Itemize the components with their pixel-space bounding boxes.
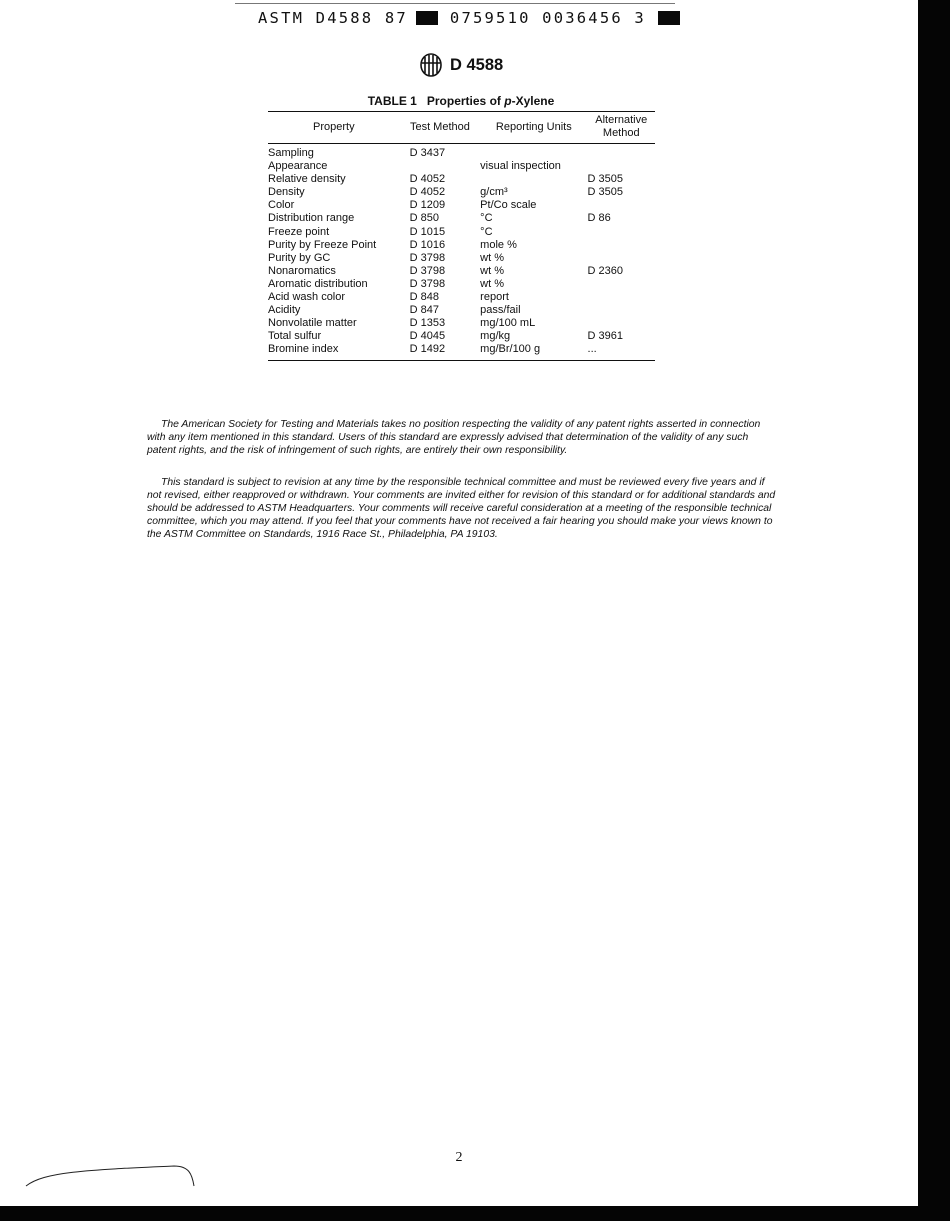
cell-property: Bromine index xyxy=(268,343,339,356)
cell-reporting-units: wt % xyxy=(480,264,505,277)
cell-property: Acidity xyxy=(268,304,301,317)
table-row xyxy=(268,239,655,252)
cell-test-method: D 3798 xyxy=(409,264,446,277)
cell-property: Nonvolatile matter xyxy=(268,317,357,330)
cell-test-method: D 3798 xyxy=(409,251,446,264)
document-code-right: 0759510 0036456 3 xyxy=(449,9,646,27)
patent-notice xyxy=(147,419,779,458)
table-row xyxy=(268,199,655,212)
cell-property: Freeze point xyxy=(268,225,330,238)
astm-logo-icon xyxy=(420,53,442,77)
cell-reporting-units: Pt/Co scale xyxy=(480,199,537,212)
table-header-row xyxy=(268,112,655,144)
cell-property: Density xyxy=(268,186,305,199)
table-title xyxy=(268,94,654,108)
document-code-header xyxy=(258,9,680,27)
cell-alternative-method xyxy=(588,252,655,265)
cell-alternative-method xyxy=(588,317,655,330)
column-header-alternative-method: Alternative Method xyxy=(588,112,655,144)
cell-property: Relative density xyxy=(268,173,346,186)
table-row xyxy=(268,160,655,173)
cell-test-method xyxy=(400,160,481,173)
cell-reporting-units: visual inspection xyxy=(480,160,561,173)
page-number: 2 xyxy=(455,1150,463,1165)
table-title-suffix: -Xylene xyxy=(511,94,555,108)
cell-test-method: D 3798 xyxy=(409,277,446,290)
table-row xyxy=(268,304,655,317)
cell-reporting-units xyxy=(480,144,587,161)
table-row xyxy=(268,278,655,291)
table-title-prefix: Properties of xyxy=(426,94,505,108)
cell-test-method: D 1492 xyxy=(409,343,446,356)
cell-reporting-units: report xyxy=(480,291,509,304)
table-row xyxy=(268,343,655,360)
cell-test-method: D 4045 xyxy=(409,330,446,343)
cell-test-method: D 847 xyxy=(409,304,440,317)
cell-alternative-method: ... xyxy=(587,343,597,356)
cell-alternative-method: D 2360 xyxy=(587,264,623,277)
designation-number: D 4588 xyxy=(450,55,504,74)
cell-test-method: D 1016 xyxy=(409,238,446,251)
pen-mark-icon xyxy=(24,1158,204,1198)
cell-reporting-units: g/cm³ xyxy=(480,186,508,199)
table-row xyxy=(268,330,655,343)
cell-test-method: D 3437 xyxy=(409,147,446,159)
cell-property: Acid wash color xyxy=(268,291,346,304)
cell-reporting-units xyxy=(480,173,587,186)
table-row xyxy=(268,212,655,225)
column-header-test-method: Test Method xyxy=(400,112,481,144)
cell-reporting-units: mole % xyxy=(480,238,517,251)
cell-property: Total sulfur xyxy=(268,330,322,343)
revision-notice xyxy=(147,477,779,542)
document-designation xyxy=(420,53,503,77)
cell-reporting-units: wt % xyxy=(480,251,505,264)
table-row xyxy=(268,144,655,161)
table-row xyxy=(268,226,655,239)
cell-alternative-method xyxy=(588,199,655,212)
cell-alternative-method xyxy=(588,144,655,161)
cell-test-method: D 4052 xyxy=(409,173,446,186)
cell-reporting-units: mg/100 mL xyxy=(480,317,536,330)
table-row xyxy=(268,265,655,278)
table-row xyxy=(268,186,655,199)
cell-test-method: D 848 xyxy=(409,291,440,304)
cell-property: Distribution range xyxy=(268,212,355,225)
revision-notice-text: This standard is subject to revision at any time by the responsible technical committee and must be reviewed every five years and if not revised, either reapproved or withdrawn. Your comments are invited either for revision of this standard or for additional standards and should be addressed to ASTM Headquarters. Your comments will receive careful consideration at a meeting of the responsible technical committee, which you may attend. If you feel that your comments have not received a fair hearing you should make your views known to the ASTM Committee on Standards, 1916 Race St., Philadelphia, PA 19103. xyxy=(147,477,776,540)
cell-test-method: D 850 xyxy=(409,212,440,225)
cell-alternative-method xyxy=(588,226,655,239)
cell-reporting-units: mg/Br/100 g xyxy=(480,343,541,356)
table-row xyxy=(268,252,655,265)
cell-property: Purity by Freeze Point xyxy=(268,238,377,251)
cell-property: Color xyxy=(268,199,295,212)
cell-property: Aromatic distribution xyxy=(268,277,368,290)
cell-property: Nonaromatics xyxy=(268,264,336,277)
table-row xyxy=(268,317,655,330)
cell-alternative-method: D 86 xyxy=(587,212,611,225)
scan-edge-right xyxy=(918,0,950,1221)
cell-property: Sampling xyxy=(268,147,314,159)
cell-reporting-units: °C xyxy=(480,212,493,225)
table-row xyxy=(268,173,655,186)
scan-edge-bottom xyxy=(0,1206,950,1221)
cell-test-method: D 1353 xyxy=(409,317,446,330)
table-title-italic: p xyxy=(504,94,512,108)
cell-alternative-method xyxy=(588,304,655,317)
table-label: TABLE 1 xyxy=(367,94,417,108)
table-row xyxy=(268,291,655,304)
cell-test-method: D 1209 xyxy=(409,199,446,212)
cell-alternative-method: D 3961 xyxy=(587,330,623,343)
cell-reporting-units: wt % xyxy=(480,277,505,290)
cell-reporting-units: mg/kg xyxy=(480,330,511,343)
cell-alternative-method xyxy=(588,239,655,252)
column-header-reporting-units: Reporting Units xyxy=(480,112,587,144)
cell-alternative-method xyxy=(588,278,655,291)
cell-alternative-method: D 3505 xyxy=(587,173,623,186)
scan-top-rule xyxy=(235,3,675,4)
column-header-property: Property xyxy=(268,112,400,144)
document-code-left: ASTM D4588 87 xyxy=(258,9,408,27)
cell-alternative-method xyxy=(588,160,655,173)
cell-property: Purity by GC xyxy=(268,251,331,264)
cell-test-method: D 4052 xyxy=(409,186,446,199)
cell-alternative-method: D 3505 xyxy=(587,186,623,199)
cell-reporting-units: °C xyxy=(480,225,493,238)
cell-reporting-units: pass/fail xyxy=(480,304,521,317)
patent-notice-text: The American Society for Testing and Materials takes no position respecting the validity of any patent rights asserted in connection with any item mentioned in this standard. Users of this standard are expressly advised that determination of the validity of any such patent rights, and the risk of infringement of such rights, are entirely their own responsibility. xyxy=(147,419,761,456)
barcode-block-icon xyxy=(416,11,438,25)
cell-alternative-method xyxy=(588,291,655,304)
properties-table xyxy=(268,111,655,361)
cell-property: Appearance xyxy=(268,160,328,173)
cell-test-method: D 1015 xyxy=(409,225,446,238)
barcode-block-icon xyxy=(658,11,680,25)
